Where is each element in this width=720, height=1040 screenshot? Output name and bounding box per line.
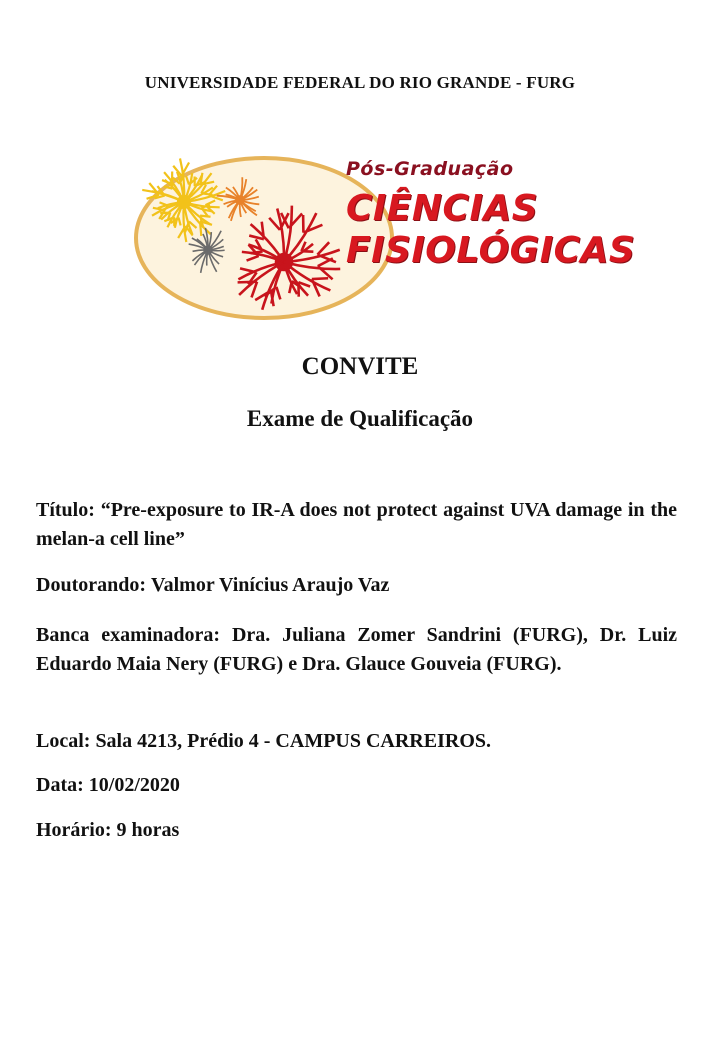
local-value: Sala 4213, Prédio 4 - CAMPUS CARREIROS. bbox=[95, 730, 491, 752]
program-logo bbox=[134, 150, 636, 330]
logo-title-line2: FISIOLÓGICAS bbox=[346, 230, 636, 271]
titulo-value: “Pre-exposure to IR-A does not protect against UVA damage in the melan-a cell line” bbox=[36, 499, 677, 550]
titulo-paragraph bbox=[36, 496, 677, 554]
banca-label: Banca examinadora: bbox=[36, 624, 221, 646]
horario-paragraph bbox=[36, 816, 677, 845]
local-label: Local: bbox=[36, 730, 91, 752]
data-label: Data: bbox=[36, 774, 84, 796]
data-paragraph bbox=[36, 771, 677, 800]
logo-subtitle: Pós-Graduação bbox=[346, 158, 514, 180]
doutorando-paragraph bbox=[36, 571, 677, 600]
doutorando-value: Valmor Vinícius Araujo Vaz bbox=[151, 574, 390, 596]
logo-title-line1: CIÊNCIAS bbox=[346, 188, 539, 229]
exam-subtitle: Exame de Qualificação bbox=[246, 406, 474, 431]
local-paragraph bbox=[36, 727, 677, 756]
banca-paragraph bbox=[36, 621, 677, 679]
horario-value: 9 horas bbox=[116, 819, 180, 841]
horario-label: Horário: bbox=[36, 819, 112, 841]
doutorando-label: Doutorando: bbox=[36, 574, 147, 596]
banca-value: Dra. Juliana Zomer Sandrini (FURG), Dr. Luiz Eduardo Maia Nery (FURG) e Dra. Glauce Gouveia (FURG). bbox=[36, 624, 677, 675]
invitation-title: CONVITE bbox=[301, 353, 419, 380]
data-value: 10/02/2020 bbox=[88, 774, 180, 796]
university-header: UNIVERSIDADE FEDERAL DO RIO GRANDE - FURG bbox=[144, 73, 576, 92]
titulo-label: Título: bbox=[36, 499, 95, 521]
